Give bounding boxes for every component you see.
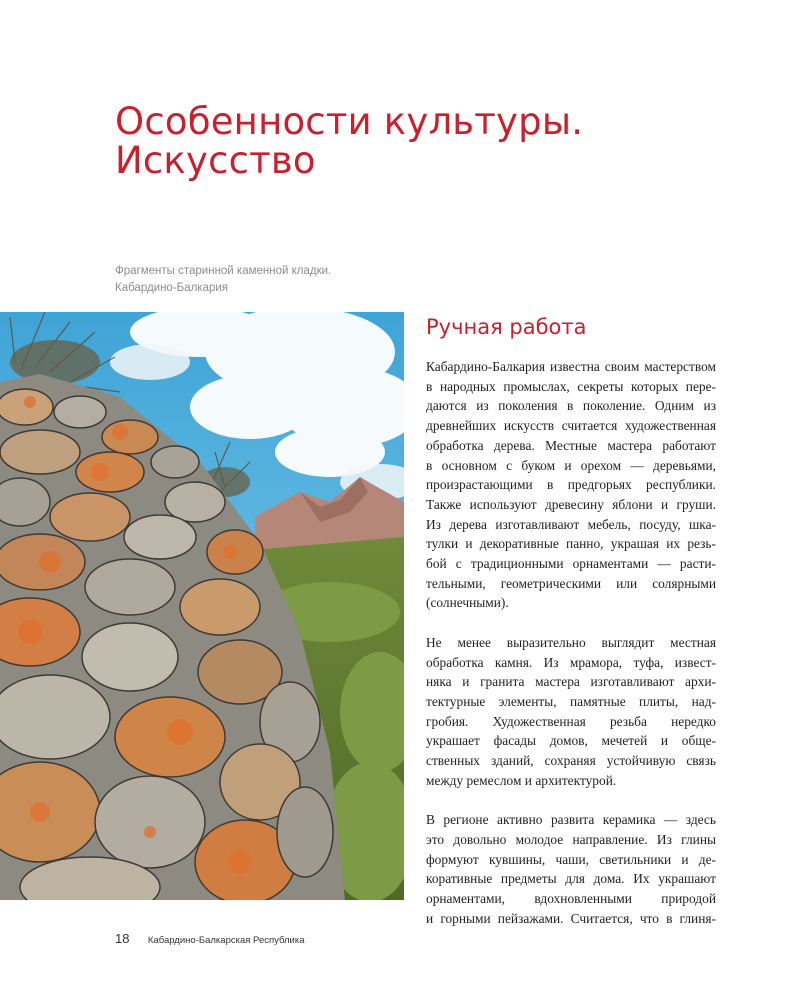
article-line: украшает фасады домов, мечетей и обще-: [426, 733, 716, 749]
article-paragraph: [426, 810, 716, 928]
article-line: коративные предметы для дома. Их украшают: [426, 871, 716, 887]
article-line: в основном с буком и орехом — деревьями,: [426, 457, 716, 473]
article-line: это довольно молодое направление. Из глины: [426, 831, 716, 847]
publication-title: Кабардино-Балкарская Республика: [147, 935, 305, 946]
photo-caption-line-1: Фрагменты старинной каменной кладки.: [115, 265, 332, 277]
article-line: орнаментами, вдохновленными природой: [426, 890, 716, 906]
article-line: обработка дерева. Местные мастера работают: [426, 437, 716, 453]
page-title-line-1: Особенности культуры.: [115, 100, 584, 143]
page-title-line-2: Искусство: [115, 139, 316, 182]
article-line: Также используют древесину яблони и груши.: [426, 496, 716, 512]
article-line: ственных зданий, сохраняя устойчивую связь: [426, 753, 716, 769]
article-line: тулки и декоративные панно, украшая их резь-: [426, 536, 716, 552]
article-line: древнейших искусств считается художественная: [426, 418, 716, 434]
article-line: произрастающими в предгорьях республики.: [426, 477, 716, 493]
article-line: в народных промыслах, секреты которых пере-: [426, 378, 716, 394]
article-line: даются из поколения в поколение. Одним из: [426, 398, 716, 414]
article-line: няка и гранита мастера изготавливают архи-: [426, 674, 716, 690]
photo-caption-line-2: Кабардино-Балкария: [115, 282, 229, 294]
page-number: 18: [115, 931, 130, 946]
article-line: (солнечными).: [426, 595, 509, 611]
article-line: и горными пейзажами. Считается, что в глиня-: [426, 910, 716, 926]
photo-caption: [115, 263, 395, 297]
article-paragraph: [426, 357, 716, 613]
article-line: между ремеслом и архитектурой.: [426, 772, 617, 788]
article-line: гробия. Художественная резьба нередко: [426, 713, 716, 729]
article-line: тектурные элементы, памятные плиты, над-: [426, 693, 716, 709]
stone-wall-photo: [0, 312, 404, 900]
article-line: тельными, геометрическими или солярными: [426, 575, 716, 591]
article-line: Кабардино-Балкария известна своим мастерством: [426, 359, 716, 374]
article-line: Не менее выразительно выглядит местная: [426, 634, 716, 650]
page-title: [115, 102, 735, 180]
article-line: Из дерева изготавливают мебель, посуду, шка-: [426, 516, 716, 532]
article-paragraph: [426, 633, 716, 791]
article-line: обработка камня. Из мрамора, туфа, извест-: [426, 654, 716, 670]
page-footer: [115, 930, 305, 948]
article-line: В регионе активно развита керамика — здесь: [426, 812, 716, 828]
section-title: Ручная работа: [426, 315, 587, 339]
article-line: бой с традиционными орнаментами — расти-: [426, 556, 716, 572]
article-line: формуют кувшины, чаши, светильники и де-: [426, 851, 716, 867]
article-body: [426, 357, 716, 948]
